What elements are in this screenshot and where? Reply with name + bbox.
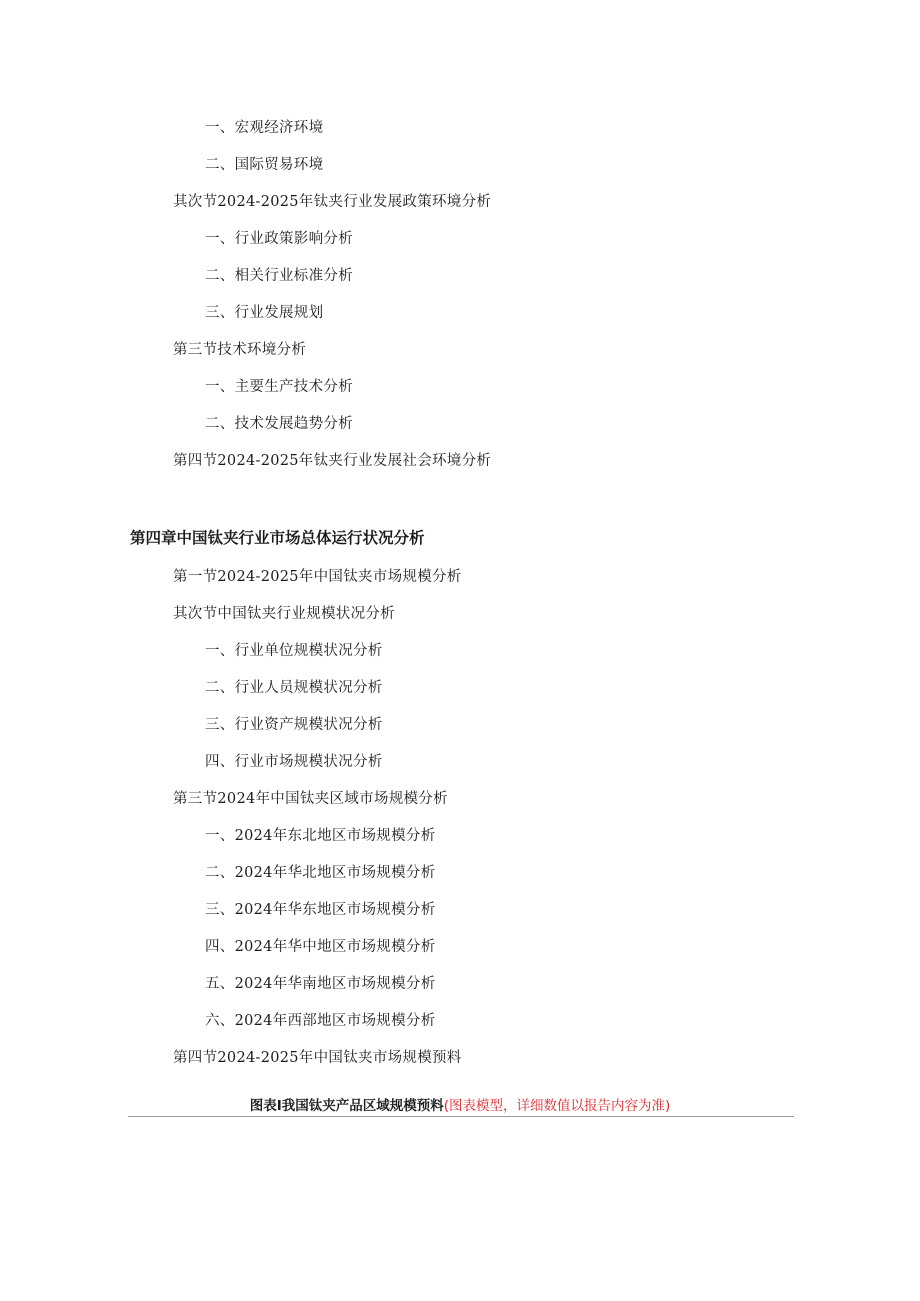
toc-item: 一、宏观经济环境: [205, 120, 324, 136]
toc-item: 五、2024年华南地区市场规模分析: [205, 976, 436, 992]
toc-item: 一、主要生产技术分析: [205, 379, 353, 395]
toc-item: 二、技术发展趋势分析: [205, 416, 353, 432]
toc-item: 二、行业人员规模状况分析: [205, 680, 383, 696]
toc-item: 四、2024年华中地区市场规模分析: [205, 939, 436, 955]
toc-item: 三、2024年华东地区市场规模分析: [205, 902, 436, 918]
figure-caption: [0, 1097, 920, 1115]
toc-section: 第四节2024-2025年中国钛夹市场规模预料: [173, 1050, 462, 1066]
toc-section: 第一节2024-2025年中国钛夹市场规模分析: [173, 569, 462, 585]
toc-item: 一、2024年东北地区市场规模分析: [205, 828, 436, 844]
toc-item: 一、行业单位规模状况分析: [205, 643, 383, 659]
toc-item: 二、国际贸易环境: [205, 157, 324, 173]
toc-item: 二、相关行业标准分析: [205, 268, 353, 284]
figure-caption-title: 图表I我国钛夹产品区域规模预料: [249, 1098, 444, 1114]
toc-item: 一、行业政策影响分析: [205, 231, 353, 247]
toc-item: 三、行业发展规划: [205, 305, 324, 321]
toc-item: 六、2024年西部地区市场规模分析: [205, 1013, 436, 1029]
toc-item: 二、2024年华北地区市场规模分析: [205, 865, 436, 881]
chapter-heading: 第四章中国钛夹行业市场总体运行状况分析: [130, 529, 425, 547]
toc-item: 三、行业资产规模状况分析: [205, 717, 383, 733]
toc-item: 四、行业市场规模状况分析: [205, 754, 383, 770]
figure-caption-note: (图表模型，详细数值以报告内容为准): [443, 1098, 671, 1114]
toc-section: 其次节中国钛夹行业规模状况分析: [173, 606, 395, 622]
toc-section: 其次节2024-2025年钛夹行业发展政策环境分析: [173, 194, 492, 210]
caption-divider: [128, 1116, 794, 1117]
toc-section: 第三节2024年中国钛夹区域市场规模分析: [173, 791, 448, 807]
toc-section: 第四节2024-2025年钛夹行业发展社会环境分析: [173, 453, 492, 469]
toc-section: 第三节技术环境分析: [173, 342, 307, 358]
